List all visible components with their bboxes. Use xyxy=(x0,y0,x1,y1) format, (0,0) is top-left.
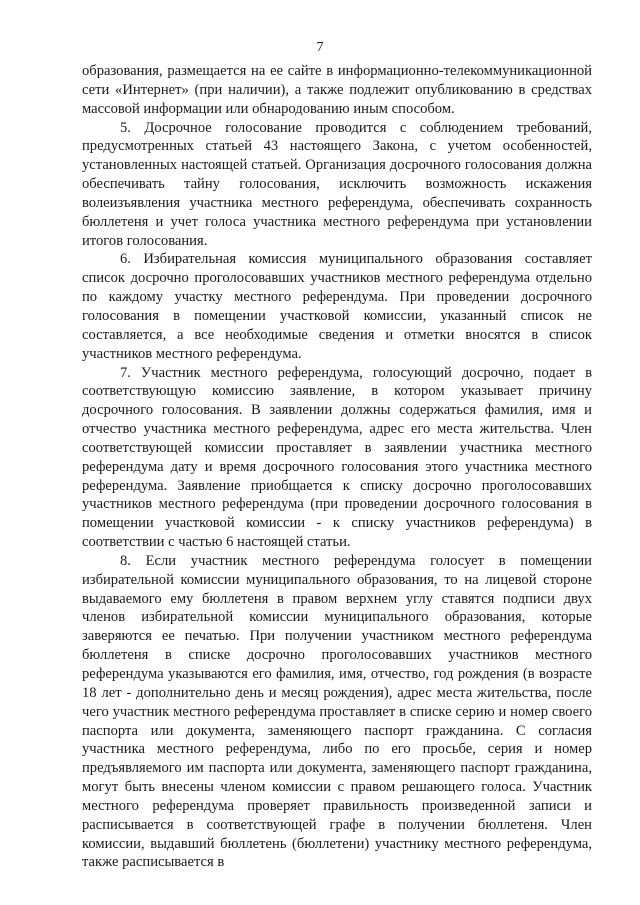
paragraph-item-7: 7. Участник местного референдума, голосующий досрочно, подает в соответствующую комиссию заявление, в котором указывает причину досрочного голосования. В заявлении должны содержаться фамилия, имя и отчество участника местного референдума, адрес его места жительства. Член соответствующей комиссии проставляет в заявлении участника местного референдума дату и время досрочного голосования этого участника местного референдума. Заявление приобщается к списку досрочно проголосовавших участников местного референдума (при проведении досрочного голосования в помещении участковой комиссии - к списку участников референдума) в соответствии с частью 6 настоящей статьи. xyxy=(82,364,592,551)
document-body xyxy=(82,62,592,872)
page-number: 7 xyxy=(316,40,324,55)
paragraph-continuation: образования, размещается на ее сайте в информационно-телекоммуникационной сети «Интернет» (при наличии), а также подлежит опубликованию в средствах массовой информации или обнародованию иным способом. xyxy=(82,63,592,117)
paragraph-item-5: 5. Досрочное голосование проводится с соблюдением требований, предусмотренных статьей 43 настоящего Закона, с учетом особенностей, установленных настоящей статьей. Организация досрочного голосования должна обеспечивать тайну голосования, исключить возможность искажения волеизъявления участника местного референдума, обеспечивать сохранность бюллетеня и учет голоса участника местного референдума при установлении итогов голосования. xyxy=(82,119,592,249)
paragraph-item-6: 6. Избирательная комиссия муниципального образования составляет список досрочно проголосовавших участников местного референдума отдельно по каждому участку местного референдума. При проведении досрочного голосования в помещении участковой комиссии, указанный список не составляется, а все необходимые сведения и отметки вносятся в список участников местного референдума. xyxy=(82,251,592,362)
paragraph-item-8: 8. Если участник местного референдума голосует в помещении избирательной комиссии муниципального образования, то на лицевой стороне выдаваемого ему бюллетеня в правом верхнем углу ставятся подписи двух членов избирательной комиссии муниципального образования, которые заверяются ее печатью. При получении участником местного референдума бюллетеня в списке досрочно проголосовавших участников местного референдума указываются его фамилия, имя, отчество, год рождения (в возрасте 18 лет - дополнительно день и месяц рождения), адрес места жительства, после чего участник местного референдума проставляет в списке серию и номер своего паспорта или документа, заменяющего паспорт гражданина. С согласия участника местного референдума, либо по его просьбе, серия и номер предъявляемого им паспорта или документа, заменяющего паспорт гражданина, могут быть внесены членом комиссии с правом решающего голоса. Участник местного референдума проверяет правильность произведенной записи и расписывается в соответствующей графе в получении бюллетеня. Член комиссии, выдавший бюллетень (бюллетени) участнику местного референдума, также расписывается в xyxy=(82,552,592,871)
